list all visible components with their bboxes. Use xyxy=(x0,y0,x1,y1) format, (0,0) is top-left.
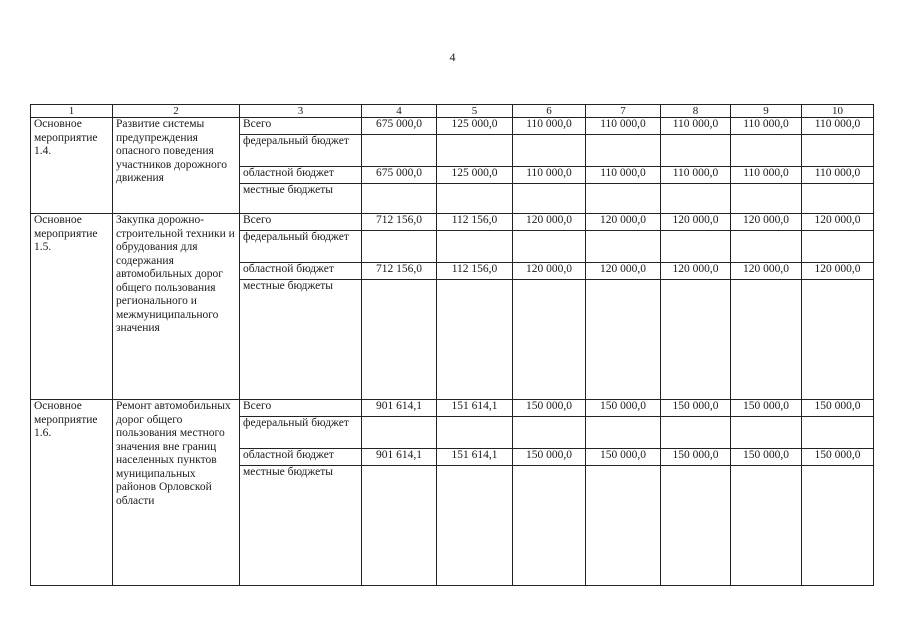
amount-cell xyxy=(586,135,661,167)
table-row xyxy=(31,214,874,231)
column-number-row xyxy=(31,105,874,118)
table-row xyxy=(31,118,874,135)
amount-cell xyxy=(362,231,437,263)
amount-cell xyxy=(731,466,802,586)
amount-cell: 901 614,1 xyxy=(362,400,437,417)
amount-cell xyxy=(661,231,731,263)
column-number: 9 xyxy=(731,105,802,118)
amount-cell: 151 614,1 xyxy=(437,449,513,466)
amount-cell: 110 000,0 xyxy=(731,118,802,135)
amount-cell xyxy=(802,466,874,586)
funding-source-cell: областной бюджет xyxy=(240,449,362,466)
event-name-cell: Основное мероприятие 1.6. xyxy=(31,400,113,586)
amount-cell xyxy=(513,184,586,214)
column-number: 2 xyxy=(113,105,240,118)
table-row xyxy=(31,400,874,417)
amount-cell xyxy=(731,231,802,263)
amount-cell xyxy=(586,184,661,214)
event-name-cell: Основное мероприятие 1.5. xyxy=(31,214,113,400)
amount-cell xyxy=(802,280,874,400)
amount-cell: 110 000,0 xyxy=(586,167,661,184)
amount-cell: 675 000,0 xyxy=(362,118,437,135)
amount-cell xyxy=(586,466,661,586)
amount-cell: 120 000,0 xyxy=(802,214,874,231)
amount-cell: 110 000,0 xyxy=(802,118,874,135)
amount-cell: 110 000,0 xyxy=(513,118,586,135)
amount-cell: 120 000,0 xyxy=(731,263,802,280)
funding-source-cell: Всего xyxy=(240,118,362,135)
amount-cell xyxy=(661,184,731,214)
amount-cell: 150 000,0 xyxy=(731,400,802,417)
amount-cell xyxy=(802,231,874,263)
amount-cell: 120 000,0 xyxy=(513,214,586,231)
amount-cell xyxy=(586,231,661,263)
amount-cell xyxy=(437,417,513,449)
amount-cell xyxy=(513,417,586,449)
amount-cell xyxy=(437,280,513,400)
amount-cell xyxy=(437,231,513,263)
amount-cell: 150 000,0 xyxy=(586,400,661,417)
amount-cell xyxy=(586,280,661,400)
amount-cell xyxy=(362,135,437,167)
amount-cell xyxy=(437,184,513,214)
amount-cell: 112 156,0 xyxy=(437,263,513,280)
page-number: 4 xyxy=(449,50,456,64)
amount-cell xyxy=(513,466,586,586)
amount-cell: 901 614,1 xyxy=(362,449,437,466)
funding-source-cell: федеральный бюджет xyxy=(240,417,362,449)
funding-source-cell: областной бюджет xyxy=(240,167,362,184)
amount-cell: 150 000,0 xyxy=(661,449,731,466)
column-number: 1 xyxy=(31,105,113,118)
amount-cell: 151 614,1 xyxy=(437,400,513,417)
amount-cell xyxy=(661,466,731,586)
funding-source-cell: Всего xyxy=(240,400,362,417)
funding-source-cell: федеральный бюджет xyxy=(240,135,362,167)
amount-cell xyxy=(513,280,586,400)
amount-cell: 110 000,0 xyxy=(661,118,731,135)
event-description-cell: Ремонт автомобильных дорог общего пользования местного значения вне границ населенных пунктов муниципальных районов Орловской области xyxy=(113,400,240,586)
amount-cell: 150 000,0 xyxy=(731,449,802,466)
amount-cell xyxy=(731,184,802,214)
amount-cell xyxy=(437,466,513,586)
amount-cell xyxy=(586,417,661,449)
column-number: 3 xyxy=(240,105,362,118)
amount-cell: 150 000,0 xyxy=(661,400,731,417)
budget-table xyxy=(30,104,874,586)
amount-cell: 712 156,0 xyxy=(362,214,437,231)
amount-cell: 110 000,0 xyxy=(661,167,731,184)
funding-source-cell: областной бюджет xyxy=(240,263,362,280)
amount-cell: 110 000,0 xyxy=(731,167,802,184)
amount-cell: 125 000,0 xyxy=(437,118,513,135)
amount-cell: 120 000,0 xyxy=(586,214,661,231)
amount-cell: 125 000,0 xyxy=(437,167,513,184)
column-number: 4 xyxy=(362,105,437,118)
amount-cell xyxy=(362,466,437,586)
funding-source-cell: местные бюджеты xyxy=(240,466,362,586)
event-name-cell: Основное мероприятие 1.4. xyxy=(31,118,113,214)
column-number: 8 xyxy=(661,105,731,118)
amount-cell: 150 000,0 xyxy=(586,449,661,466)
funding-source-cell: федеральный бюджет xyxy=(240,231,362,263)
amount-cell xyxy=(437,135,513,167)
amount-cell xyxy=(731,280,802,400)
amount-cell: 110 000,0 xyxy=(586,118,661,135)
amount-cell: 150 000,0 xyxy=(513,400,586,417)
column-number: 5 xyxy=(437,105,513,118)
funding-source-cell: местные бюджеты xyxy=(240,280,362,400)
amount-cell xyxy=(362,184,437,214)
amount-cell: 120 000,0 xyxy=(802,263,874,280)
amount-cell xyxy=(661,417,731,449)
amount-cell: 150 000,0 xyxy=(802,449,874,466)
amount-cell: 110 000,0 xyxy=(513,167,586,184)
amount-cell: 120 000,0 xyxy=(513,263,586,280)
amount-cell: 150 000,0 xyxy=(513,449,586,466)
funding-source-cell: Всего xyxy=(240,214,362,231)
amount-cell xyxy=(362,280,437,400)
amount-cell xyxy=(731,135,802,167)
event-description-cell: Развитие системы предупреждения опасного поведения участников дорожного движения xyxy=(113,118,240,214)
amount-cell xyxy=(362,417,437,449)
column-number: 10 xyxy=(802,105,874,118)
amount-cell xyxy=(513,231,586,263)
amount-cell xyxy=(513,135,586,167)
amount-cell xyxy=(802,184,874,214)
amount-cell: 120 000,0 xyxy=(586,263,661,280)
amount-cell xyxy=(661,135,731,167)
funding-source-cell: местные бюджеты xyxy=(240,184,362,214)
amount-cell: 120 000,0 xyxy=(731,214,802,231)
amount-cell: 675 000,0 xyxy=(362,167,437,184)
amount-cell xyxy=(661,280,731,400)
amount-cell: 110 000,0 xyxy=(802,167,874,184)
amount-cell xyxy=(731,417,802,449)
event-description-cell: Закупка дорожно-строительной техники и обрудования для содержания автомобильных дорог общего пользования регионального и межмуниципального значения xyxy=(113,214,240,400)
amount-cell xyxy=(802,135,874,167)
amount-cell: 120 000,0 xyxy=(661,263,731,280)
amount-cell: 150 000,0 xyxy=(802,400,874,417)
column-number: 7 xyxy=(586,105,661,118)
amount-cell: 112 156,0 xyxy=(437,214,513,231)
amount-cell: 712 156,0 xyxy=(362,263,437,280)
amount-cell: 120 000,0 xyxy=(661,214,731,231)
column-number: 6 xyxy=(513,105,586,118)
amount-cell xyxy=(802,417,874,449)
